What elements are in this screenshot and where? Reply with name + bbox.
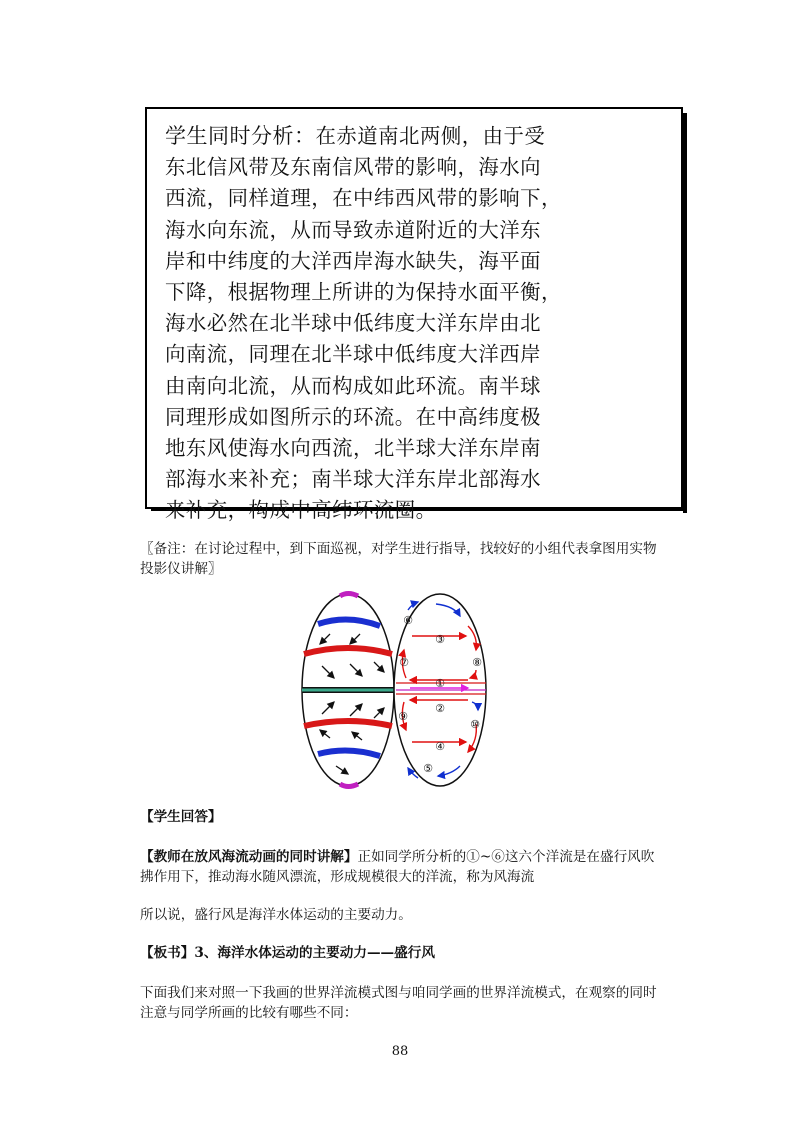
current-label-7: ⑦ [399, 656, 409, 669]
analysis-line-8: 向南流，同理在北半球中低纬度大洋西岸 [165, 342, 542, 367]
analysis-line-9: 由南向北流，从而构成如此环流。南半球 [165, 373, 542, 398]
teacher-note [140, 539, 680, 579]
wind-belt-ellipse [302, 594, 394, 787]
comparison-line-1: 下面我们来对照一下我画的世界洋流模式图与咱同学画的世界洋流模式，在观察的同时 [140, 985, 657, 1001]
page-number: 88 [391, 1044, 409, 1059]
teacher-explanation-line-2: 拂作用下，推动海水随风漂流，形成规模很大的洋流，称为风海流 [140, 869, 535, 885]
current-label-4: ④ [435, 740, 445, 753]
analysis-line-10: 同理形成如图所示的环流。在中高纬度极 [165, 404, 542, 429]
analysis-lead: 学生同时分析： [165, 124, 316, 148]
current-label-9: ⑨ [398, 710, 408, 723]
analysis-line-11: 地东风使海水向西流，北半球大洋东岸南 [165, 436, 542, 461]
box-shadow-right [683, 113, 687, 513]
analysis-line-4: 海水向东流，从而导致赤道附近的大洋东 [165, 217, 542, 242]
teacher-explanation [140, 847, 680, 887]
student-answer-heading: 【学生回答】 [140, 809, 222, 825]
analysis-line-12: 部海水来补充；南半球大洋东岸北部海水 [165, 467, 542, 492]
analysis-box [145, 107, 683, 523]
analysis-line-5: 岸和中纬度的大洋西岸海水缺失，海平面 [165, 248, 542, 273]
current-label-3: ③ [435, 633, 445, 646]
analysis-text [165, 121, 675, 527]
teacher-explanation-line-1: 【教师在放风海流动画的同时讲解】正如同学所分析的①~⑥这六个洋流是在盛行风吹 [140, 849, 655, 865]
teacher-explanation-label: 【教师在放风海流动画的同时讲解】 [140, 849, 358, 865]
analysis-box-frame [145, 107, 683, 523]
ocean-current-ellipse [394, 594, 486, 786]
board-label: 【板书】 [140, 945, 195, 961]
analysis-line-2: 东北信风带及东南信风带的影响，海水向 [165, 155, 542, 180]
analysis-line-3: 西流，同样道理，在中纬西风带的影响下， [165, 186, 562, 211]
analysis-line-13: 来补充，构成中高纬环流圈。 [165, 498, 437, 523]
analysis-line-1: 学生同时分析：在赤道南北两侧，由于受 [165, 124, 546, 148]
analysis-line-6: 下降，根据物理上所讲的为保持水面平衡， [165, 280, 562, 305]
comparison-line-2: 注意与同学所画的比较有哪些不同： [140, 1005, 358, 1021]
current-label-2: ② [435, 702, 445, 715]
current-label-1: ① [435, 677, 445, 690]
teacher-note-line-1: 〖备注：在讨论过程中，到下面巡视，对学生进行指导，找较好的小组代表拿图用实物 [140, 541, 657, 557]
teacher-note-line-2: 投影仪讲解〗 [140, 561, 222, 577]
current-label-8: ⑧ [472, 656, 482, 669]
current-label-10: ⑩ [470, 718, 480, 731]
comparison-paragraph [140, 983, 680, 1023]
current-label-5: ⑤ [423, 762, 433, 775]
ocean-current-diagram [300, 590, 492, 790]
analysis-line-7: 海水必然在北半球中低纬度大洋东岸由北 [165, 311, 542, 336]
board-heading [140, 943, 680, 963]
board-text: 3、海洋水体运动的主要动力——盛行风 [194, 945, 435, 961]
conclusion-paragraph: 所以说，盛行风是海洋水体运动的主要动力。 [140, 907, 412, 923]
current-label-6: ⑥ [403, 614, 413, 627]
